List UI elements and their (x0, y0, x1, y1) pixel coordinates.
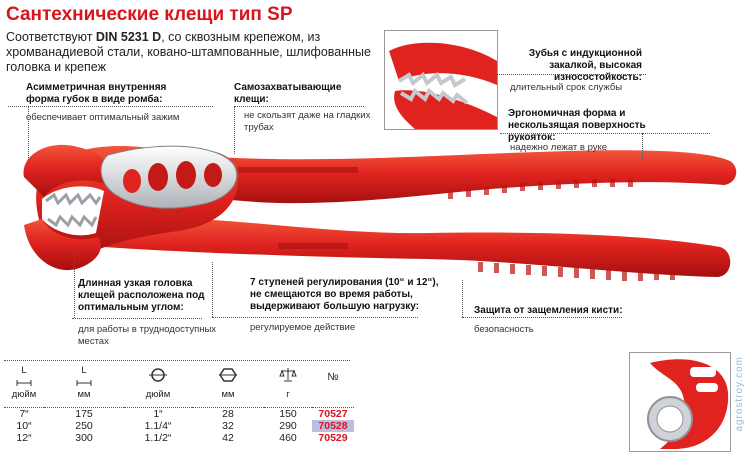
table-row: 10“ 250 1.1/4“ 32 290 70528 (4, 420, 354, 432)
watermark: agrostroy.com (734, 356, 745, 432)
callout-leader (642, 133, 643, 159)
length-icon: L (81, 365, 87, 376)
feature-text: длительный срок службы (510, 82, 623, 93)
callout-leader (28, 106, 29, 164)
feature-text: не скользят даже на гладких трубах (244, 110, 371, 133)
spec-table (4, 364, 354, 444)
callout-divider (462, 317, 622, 318)
callout-divider (8, 106, 213, 107)
table-row: 12“ 300 1.1/2“ 42 460 70529 (4, 432, 354, 444)
callout-leader (212, 262, 213, 317)
table-top-divider (4, 360, 350, 361)
unit-label: дюйм (145, 389, 171, 400)
unit-label: мм (221, 389, 235, 400)
callout-leader (74, 250, 75, 318)
feature-heading: 7 ступеней регулирования (10“ и 12“), не смещаются во время работы, выдерживают большую нагрузку: (250, 277, 439, 312)
feature-heading: Защита от защемления кисти: (474, 305, 623, 316)
table-header-units (4, 389, 354, 401)
table-header-icons (4, 364, 354, 389)
jaw-closeup-image (384, 30, 498, 130)
pipe-grip-image (629, 352, 731, 452)
length-icon: L (21, 365, 27, 376)
table-row: 7“ 175 1“ 28 150 70527 (4, 408, 354, 421)
weight-icon (264, 364, 312, 389)
callout-divider (212, 317, 418, 318)
feature-text: безопасность (474, 324, 534, 335)
pipe-grip-icon (630, 353, 730, 451)
callout-leader (462, 280, 463, 317)
pipe-diameter-icon (124, 364, 192, 389)
unit-label: дюйм (11, 389, 37, 400)
feature-text: регулируемое действие (250, 322, 356, 333)
callout-divider (500, 133, 710, 134)
feature-text: надежно лежат в руке (510, 142, 608, 153)
callout-leader (234, 106, 235, 154)
article-number: 70528 (312, 420, 354, 432)
unit-label: мм (77, 389, 91, 400)
article-number: 70529 (318, 432, 348, 444)
article-number-header: № (327, 370, 339, 383)
feature-heading: Зубья с индукционной закалкой, высокая износостойкость: (528, 48, 642, 83)
callout-divider (496, 74, 646, 75)
nut-diameter-icon (192, 364, 264, 389)
feature-heading: Эргономичная форма и нескользящая поверхность рукояток: (508, 108, 646, 143)
intro-text: Соответствуют DIN 5231 D, со сквозным крепежом, из хромванадиевой стали, ковано-штампованные, шлифованные головка и крепеж (6, 30, 371, 74)
feature-heading: Длинная узкая головка клещей расположена под оптимальным углом: (78, 278, 205, 313)
feature-heading: Асимметричная внутренняя форма губок в виде ромба: (26, 82, 167, 105)
callout-divider (72, 318, 202, 319)
page-title: Сантехнические клещи тип SP (6, 4, 293, 25)
article-number: 70527 (318, 408, 348, 420)
feature-heading: Самозахватывающие клещи: (234, 82, 342, 105)
callout-divider (234, 106, 364, 107)
jaw-teeth-icon (385, 31, 497, 129)
feature-text: обеспечивает оптимальный зажим (26, 112, 180, 123)
spec-table-wrap (4, 364, 354, 444)
unit-label: г (286, 389, 290, 400)
feature-text: для работы в труднодоступных местах (78, 324, 217, 347)
